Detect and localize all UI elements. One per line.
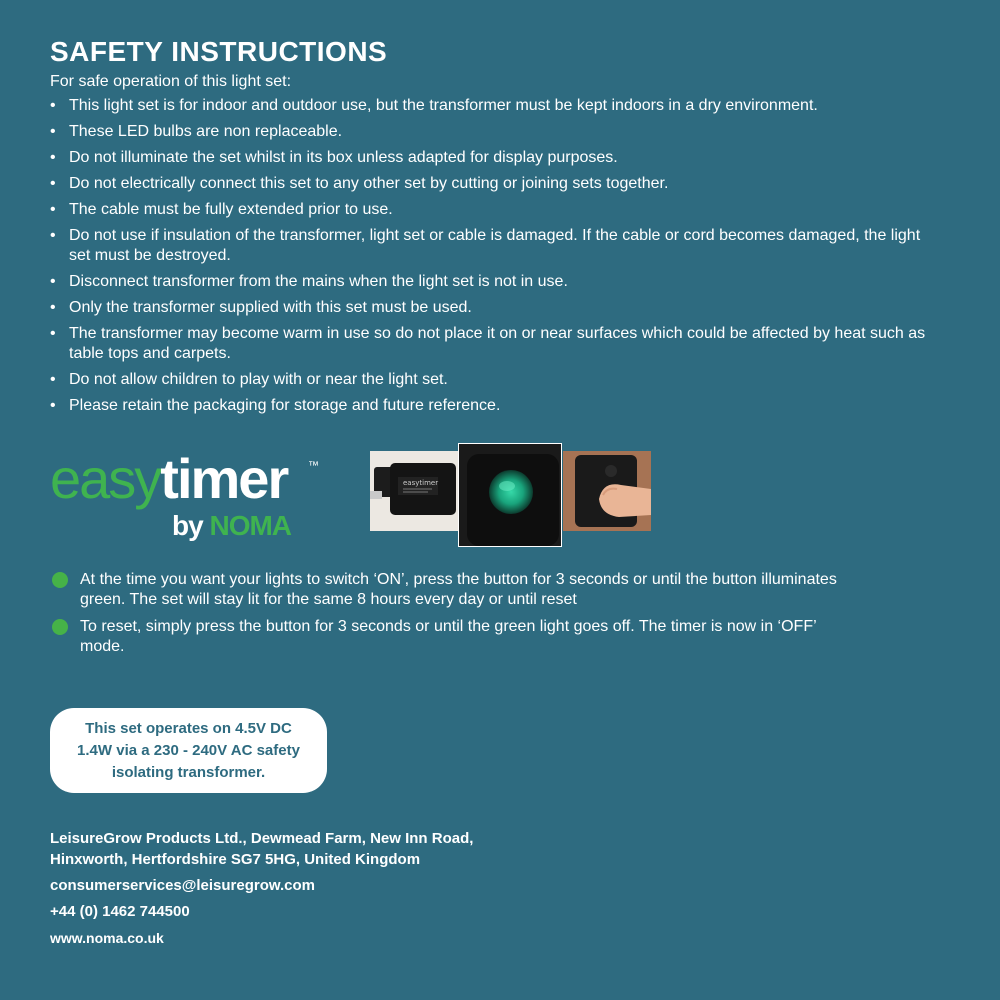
timer-instructions — [50, 570, 850, 664]
trademark-symbol: ™ — [308, 460, 319, 472]
safety-item: • These LED bulbs are non replaceable. — [50, 122, 930, 142]
finger-press-icon — [563, 451, 651, 531]
timer-instruction-text: At the time you want your lights to switch ‘ON’, press the button for 3 seconds or until the button illuminates green. The set will stay lit for the same 8 hours every day or until reset — [80, 571, 837, 608]
safety-item: • The transformer may become warm in use so do not place it on or near surfaces which could be affected by heat such as table tops and carpets. — [50, 324, 930, 364]
transformer-photo — [370, 451, 458, 531]
safety-item: • Do not allow children to play with or near the light set. — [50, 370, 930, 390]
easytimer-logo — [50, 446, 330, 546]
safety-list — [50, 96, 930, 422]
timer-instruction-item — [50, 570, 850, 610]
green-button-icon — [459, 444, 561, 546]
safety-item: • Do not use if insulation of the transformer, light set or cable is damaged. If the cable or cord becomes damaged, the light set must be destroyed. — [50, 226, 930, 266]
spec-box — [50, 708, 327, 793]
logo-easy: easy — [50, 447, 161, 510]
logo-byline — [172, 510, 291, 542]
phone-number: +44 (0) 1462 744500 — [50, 903, 190, 920]
address-line-1: LeisureGrow Products Ltd., Dewmead Farm, New Inn Road, — [50, 830, 474, 847]
green-dot-icon — [52, 572, 68, 588]
logo-by: by — [172, 510, 203, 541]
spec-text: This set operates on 4.5V DC 1.4W via a 230 - 240V AC safety isolating transformer. — [77, 719, 300, 781]
safety-item: • The cable must be fully extended prior to use. — [50, 200, 930, 220]
transformer-label: easytimer — [403, 479, 439, 487]
logo-wordmark — [50, 446, 287, 511]
timer-photos — [370, 443, 652, 549]
safety-item: • Disconnect transformer from the mains when the light set is not in use. — [50, 272, 930, 292]
logo-timer: timer — [160, 447, 288, 510]
intro-text: For safe operation of this light set: — [50, 73, 292, 90]
address-line-2: Hinxworth, Hertfordshire SG7 5HG, United Kingdom — [50, 851, 421, 868]
timer-instruction-text: To reset, simply press the button for 3 seconds or until the green light goes off. The timer is now in ‘OFF’ mode. — [80, 618, 817, 655]
transformer-plug-icon — [370, 451, 458, 531]
green-dot-icon — [52, 619, 68, 635]
timer-instruction-item — [50, 617, 850, 657]
safety-item: • Do not electrically connect this set to any other set by cutting or joining sets together. — [50, 174, 930, 194]
page-title: SAFETY INSTRUCTIONS — [50, 36, 388, 67]
green-button-photo — [458, 443, 562, 547]
safety-item: • Please retain the packaging for storage and future reference. — [50, 396, 930, 416]
safety-item: • Do not illuminate the set whilst in its box unless adapted for display purposes. — [50, 148, 930, 168]
safety-item: • Only the transformer supplied with this set must be used. — [50, 298, 930, 318]
logo-noma: NOMA — [209, 510, 292, 541]
email-link[interactable]: consumerservices@leisuregrow.com — [50, 877, 316, 894]
safety-item: • This light set is for indoor and outdoor use, but the transformer must be kept indoors in a dry environment. — [50, 96, 930, 116]
website-link[interactable]: www.noma.co.uk — [50, 930, 164, 946]
finger-press-photo — [563, 451, 651, 531]
